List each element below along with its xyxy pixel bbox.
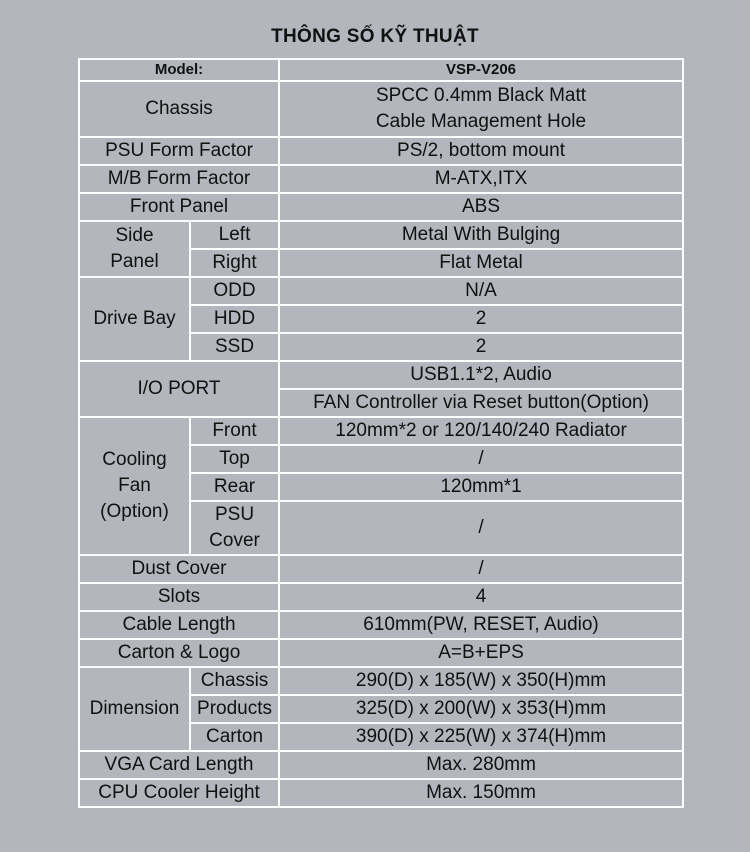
carton-logo-value: A=B+EPS bbox=[279, 639, 683, 667]
chassis-value-line-2: Cable Management Hole bbox=[375, 111, 587, 132]
row-carton-logo bbox=[79, 639, 683, 667]
slots-label: Slots bbox=[79, 583, 279, 611]
side-left-label: Left bbox=[190, 221, 279, 249]
io-port-label: I/O PORT bbox=[79, 361, 279, 417]
fan-psu-cover-label-line-1: PSU bbox=[214, 504, 255, 525]
psu-form-label: PSU Form Factor bbox=[79, 137, 279, 165]
dim-products-value: 325(D) x 200(W) x 353(H)mm bbox=[279, 695, 683, 723]
side-panel-label bbox=[79, 221, 190, 277]
vga-label: VGA Card Length bbox=[79, 751, 279, 779]
dim-chassis-label: Chassis bbox=[190, 667, 279, 695]
side-right-label: Right bbox=[190, 249, 279, 277]
vga-value: Max. 280mm bbox=[279, 751, 683, 779]
row-mb-form bbox=[79, 165, 683, 193]
fan-rear-label: Rear bbox=[190, 473, 279, 501]
row-chassis bbox=[79, 81, 683, 137]
row-odd bbox=[79, 277, 683, 305]
fan-front-label: Front bbox=[190, 417, 279, 445]
fan-top-value: / bbox=[279, 445, 683, 473]
row-side-left bbox=[79, 221, 683, 249]
fan-top-label: Top bbox=[190, 445, 279, 473]
row-dust-cover bbox=[79, 555, 683, 583]
chassis-value bbox=[279, 81, 683, 137]
fan-psu-cover-label bbox=[190, 501, 279, 555]
slots-value: 4 bbox=[279, 583, 683, 611]
carton-logo-label: Carton & Logo bbox=[79, 639, 279, 667]
dust-cover-value: / bbox=[279, 555, 683, 583]
dim-chassis-value: 290(D) x 185(W) x 350(H)mm bbox=[279, 667, 683, 695]
odd-label: ODD bbox=[190, 277, 279, 305]
page-title: THÔNG SỐ KỸ THUẬT bbox=[271, 26, 479, 47]
hdd-value: 2 bbox=[279, 305, 683, 333]
cable-length-value: 610mm(PW, RESET, Audio) bbox=[279, 611, 683, 639]
side-left-value: Metal With Bulging bbox=[279, 221, 683, 249]
hdd-label: HDD bbox=[190, 305, 279, 333]
mb-form-value: M-ATX,ITX bbox=[279, 165, 683, 193]
cooling-fan-label-line-2: Fan bbox=[118, 475, 151, 496]
odd-value: N/A bbox=[279, 277, 683, 305]
row-fan-front bbox=[79, 417, 683, 445]
cpu-cooler-label: CPU Cooler Height bbox=[79, 779, 279, 807]
fan-front-value: 120mm*2 or 120/140/240 Radiator bbox=[279, 417, 683, 445]
side-panel-label-line-2: Panel bbox=[110, 251, 159, 272]
spec-table bbox=[78, 58, 684, 808]
row-slots bbox=[79, 583, 683, 611]
row-io-port-1 bbox=[79, 361, 683, 389]
drive-bay-label: Drive Bay bbox=[79, 277, 190, 361]
row-dim-chassis bbox=[79, 667, 683, 695]
cooling-fan-label-line-1: Cooling bbox=[102, 449, 167, 470]
row-model bbox=[79, 59, 683, 81]
ssd-label: SSD bbox=[190, 333, 279, 361]
side-right-value: Flat Metal bbox=[279, 249, 683, 277]
cooling-fan-label-line-3: (Option) bbox=[100, 501, 169, 522]
ssd-value: 2 bbox=[279, 333, 683, 361]
row-cpu-cooler bbox=[79, 779, 683, 807]
dimension-label: Dimension bbox=[79, 667, 190, 751]
dim-carton-label: Carton bbox=[190, 723, 279, 751]
dust-cover-label: Dust Cover bbox=[79, 555, 279, 583]
row-cable-length bbox=[79, 611, 683, 639]
cooling-fan-label bbox=[79, 417, 190, 555]
mb-form-label: M/B Form Factor bbox=[79, 165, 279, 193]
front-panel-value: ABS bbox=[279, 193, 683, 221]
row-vga bbox=[79, 751, 683, 779]
fan-psu-cover-value: / bbox=[279, 501, 683, 555]
dim-products-label: Products bbox=[190, 695, 279, 723]
model-value: VSP-V206 bbox=[279, 59, 683, 81]
chassis-label: Chassis bbox=[79, 81, 279, 137]
cable-length-label: Cable Length bbox=[79, 611, 279, 639]
dim-carton-value: 390(D) x 225(W) x 374(H)mm bbox=[279, 723, 683, 751]
fan-rear-value: 120mm*1 bbox=[279, 473, 683, 501]
side-panel-label-line-1: Side bbox=[115, 225, 154, 246]
front-panel-label: Front Panel bbox=[79, 193, 279, 221]
chassis-value-line-1: SPCC 0.4mm Black Matt bbox=[375, 85, 587, 106]
io-port-value-2: FAN Controller via Reset button(Option) bbox=[279, 389, 683, 417]
row-front-panel bbox=[79, 193, 683, 221]
row-psu-form bbox=[79, 137, 683, 165]
cpu-cooler-value: Max. 150mm bbox=[279, 779, 683, 807]
model-label: Model: bbox=[79, 59, 279, 81]
io-port-value-1: USB1.1*2, Audio bbox=[279, 361, 683, 389]
psu-form-value: PS/2, bottom mount bbox=[279, 137, 683, 165]
fan-psu-cover-label-line-2: Cover bbox=[209, 530, 260, 551]
